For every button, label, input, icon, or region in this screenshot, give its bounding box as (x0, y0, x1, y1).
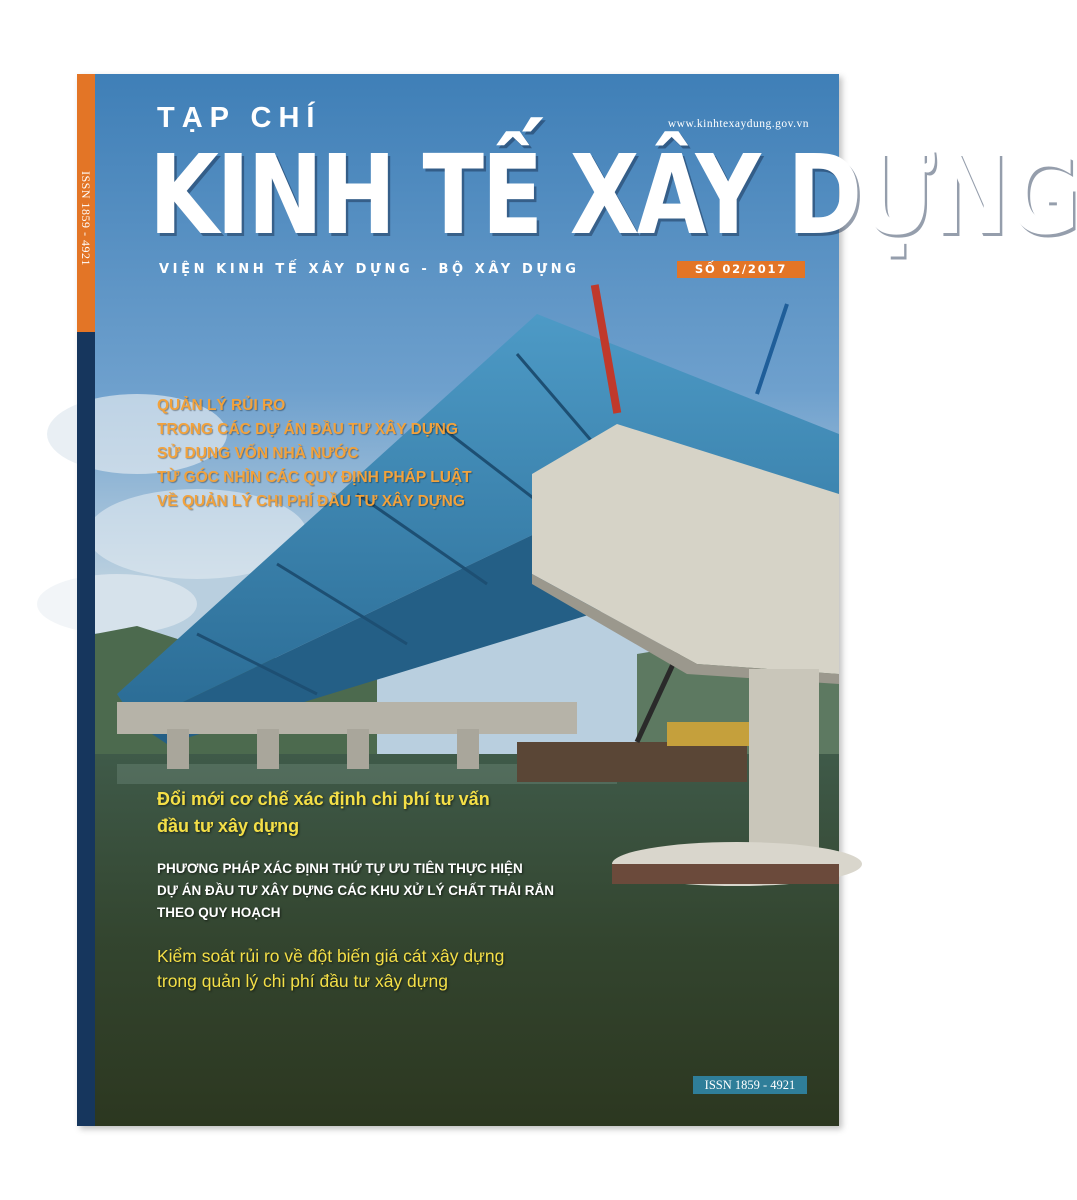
issue-badge: SỐ 02/2017 (677, 261, 805, 278)
barge (517, 742, 747, 782)
masthead-title: KINH TẾ XÂY DỰNG (149, 131, 1077, 259)
issn-badge: ISSN 1859 - 4921 (693, 1076, 807, 1094)
article-headline-line: Kiểm soát rủi ro về đột biến giá cát xây dựng (157, 946, 505, 966)
spine-issn: ISSN 1859 - 4921 (79, 171, 93, 267)
article-headline (157, 858, 554, 924)
feature-headline (157, 394, 472, 514)
article-headline-line: PHƯƠNG PHÁP XÁC ĐỊNH THỨ TỰ ƯU TIÊN THỰC HIỆN (157, 861, 523, 876)
port-buildings (667, 722, 757, 746)
website-url: www.kinhtexaydung.gov.vn (667, 118, 809, 130)
feature-headline-line: VỀ QUẢN LÝ CHI PHÍ ĐẦU TƯ XÂY DỰNG (157, 493, 465, 510)
article-headline-line: DỰ ÁN ĐẦU TƯ XÂY DỰNG CÁC KHU XỬ LÝ CHẤT THẢI RẮN (157, 883, 555, 898)
feature-headline-line: SỬ DỤNG VỐN NHÀ NƯỚC (157, 445, 359, 462)
article-headline-line: THEO QUY HOẠCH (157, 905, 281, 920)
feature-headline-line: QUẢN LÝ RỦI RO (157, 397, 286, 414)
article-headline (157, 944, 504, 994)
pier-column (749, 669, 819, 849)
publisher-line: VIỆN KINH TẾ XÂY DỰNG - BỘ XÂY DỰNG (159, 262, 580, 277)
spine-band (77, 332, 95, 1126)
cloud (37, 574, 197, 634)
feature-headline-line: TRONG CÁC DỰ ÁN ĐẦU TƯ XÂY DỰNG (157, 421, 458, 438)
article-headline-line: trong quản lý chi phí đầu tư xây dựng (157, 971, 448, 991)
magazine-cover (77, 74, 1077, 1126)
pier-foundation (612, 864, 839, 884)
article-headline (157, 786, 490, 840)
masthead-label: TẠP CHÍ (157, 102, 322, 134)
article-headline-line: Đổi mới cơ chế xác định chi phí tư vấn (157, 789, 490, 809)
feature-headline-line: TỪ GÓC NHÌN CÁC QUY ĐỊNH PHÁP LUẬT (157, 469, 472, 486)
article-headline-line: đầu tư xây dựng (157, 816, 300, 836)
